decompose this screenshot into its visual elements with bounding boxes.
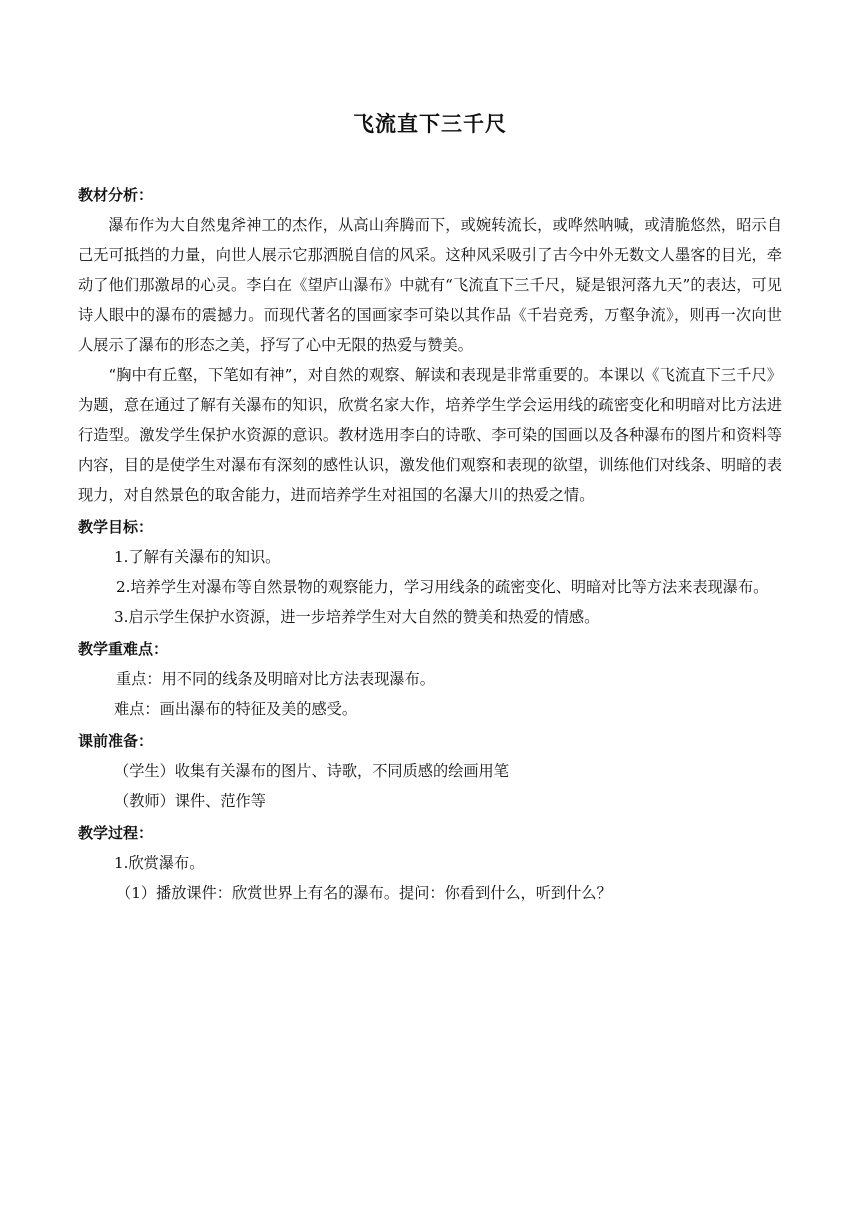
goal-item-2: 2.培养学生对瀑布等自然景物的观察能力，学习用线条的疏密变化、明暗对比等方法来表现瀑布。 xyxy=(116,578,769,596)
process-step-1: 1.欣赏瀑布。 xyxy=(114,854,205,872)
key-point: 重点：用不同的线条及明暗对比方法表现瀑布。 xyxy=(116,670,435,688)
section-heading-analysis: 教材分析： xyxy=(78,186,154,204)
document-body xyxy=(78,180,782,908)
analysis-paragraph-2: “胸中有丘壑，下笔如有神”，对自然的观察、解读和表现是非常重要的。本课以《飞流直下三千尺》为题，意在通过了解有关瀑布的知识，欣赏名家大作，培养学生学会运用线的疏密变化和明暗对比方法进行造型。激发学生保护水资源的意识。教材选用李白的诗歌、李可染的国画以及各种瀑布的图片和资料等内容，目的是使学生对瀑布有深刻的感性认识，激发他们观察和表现的欲望，训练他们对线条、明暗的表现力，对自然景色的取舍能力，进而培养学生对祖国的名瀑大川的热爱之情。 xyxy=(78,366,782,504)
preparation-student: （学生）收集有关瀑布的图片、诗歌，不同质感的绘画用笔 xyxy=(114,762,509,780)
goal-item-1: 1.了解有关瀑布的知识。 xyxy=(114,548,281,566)
analysis-paragraph-1: 瀑布作为大自然鬼斧神工的杰作，从高山奔腾而下，或婉转流长，或哗然呐喊，或清脆悠然，昭示自己无可抵挡的力量，向世人展示它那洒脱自信的风采。这种风采吸引了古今中外无数文人墨客的目光，牵动了他们那激昂的心灵。李白在《望庐山瀑布》中就有“飞流直下三千尺，疑是银河落九天”的表达，可见诗人眼中的瀑布的震撼力。而现代著名的国画家李可染以其作品《千岩竞秀，万壑争流》，则再一次向世人展示了瀑布的形态之美，抒写了心中无限的热爱与赞美。 xyxy=(78,216,782,354)
preparation-teacher: （教师）课件、范作等 xyxy=(114,792,266,810)
document-title: 飞流直下三千尺 xyxy=(353,112,507,136)
difficult-point: 难点：画出瀑布的特征及美的感受。 xyxy=(114,700,357,718)
process-step-1-1: （1）播放课件：欣赏世界上有名的瀑布。提问：你看到什么，听到什么？ xyxy=(116,884,612,902)
section-heading-goals: 教学目标： xyxy=(78,518,154,536)
goal-item-3: 3.启示学生保护水资源，进一步培养学生对大自然的赞美和热爱的情感。 xyxy=(114,608,600,626)
section-heading-keypoints: 教学重难点： xyxy=(78,640,169,658)
section-heading-preparation: 课前准备： xyxy=(78,732,154,750)
section-heading-process: 教学过程： xyxy=(78,824,154,842)
